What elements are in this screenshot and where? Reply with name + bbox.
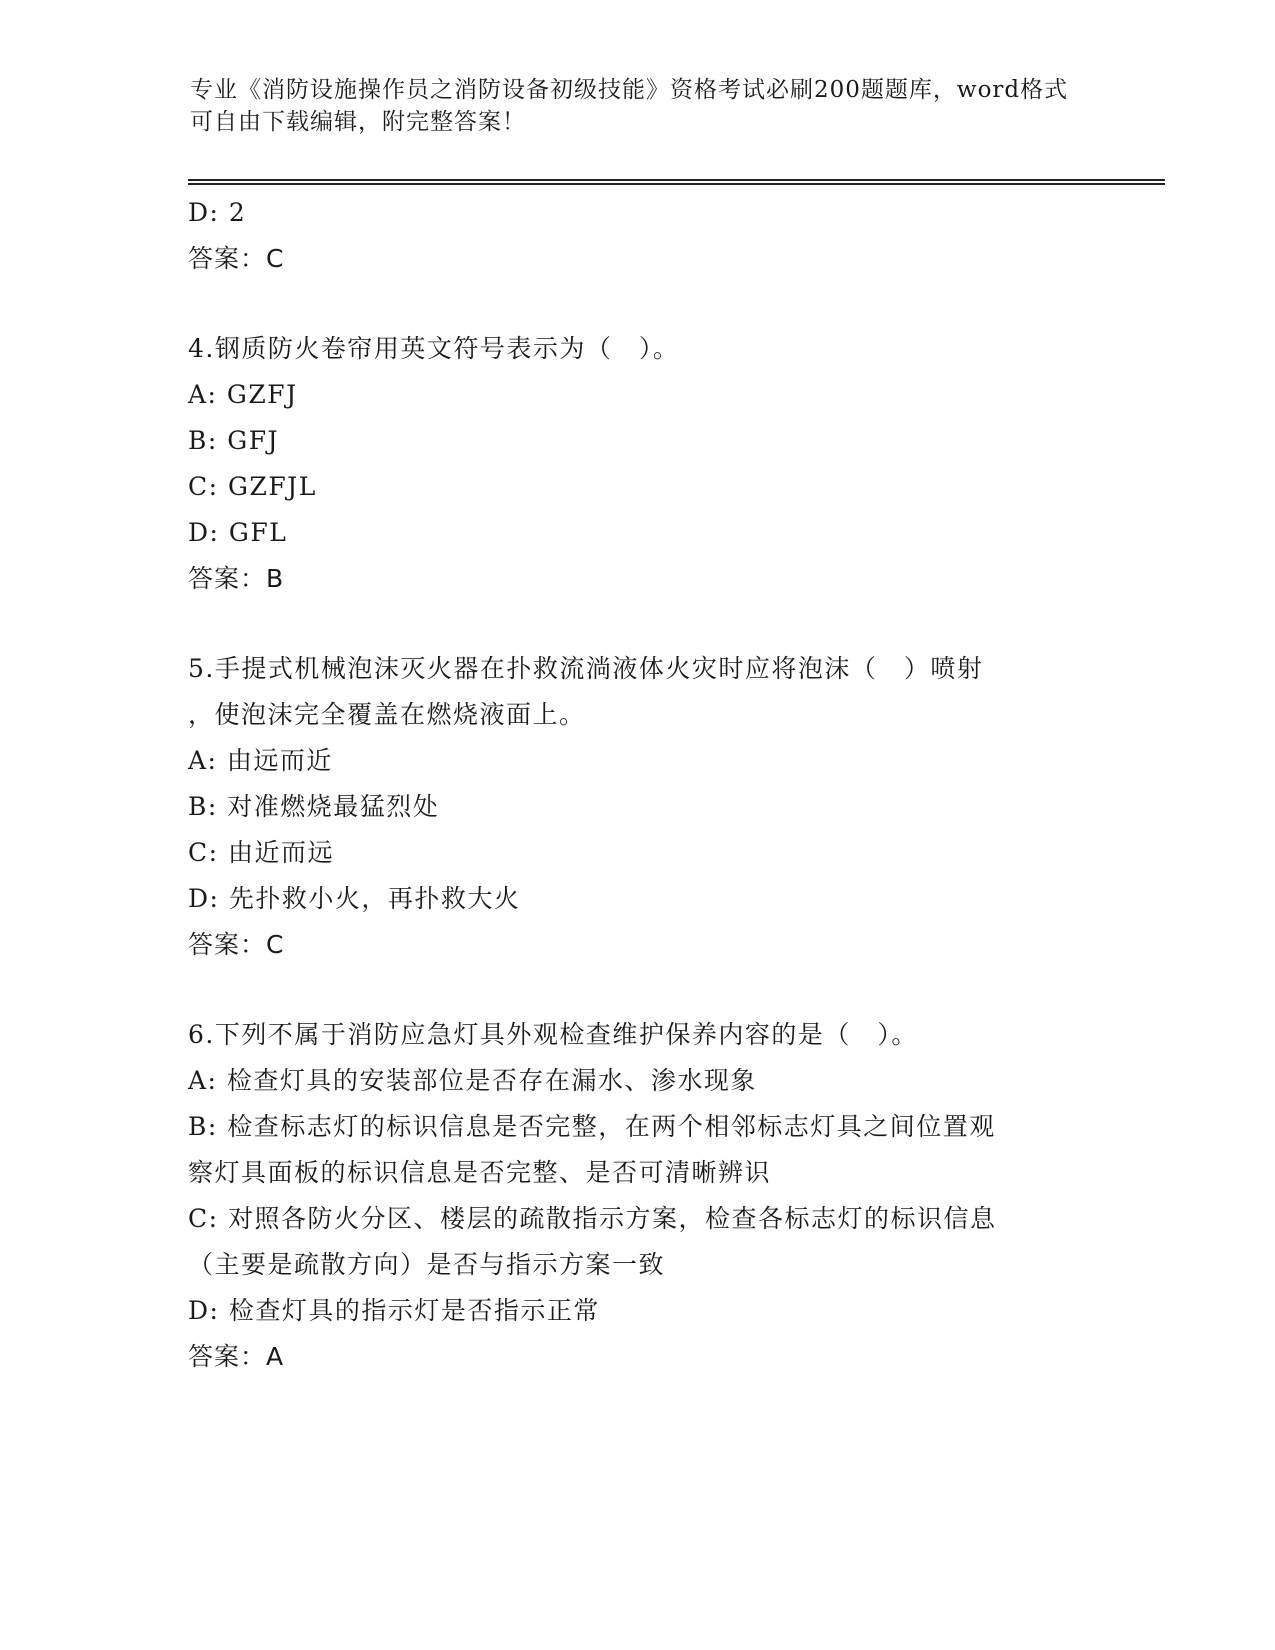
option-a: A: GZFJ [188, 380, 298, 409]
answer: 答案：A [188, 1342, 285, 1371]
answer: 答案：C [188, 244, 285, 273]
answer: 答案：C [188, 930, 285, 959]
header-divider [188, 179, 1165, 185]
option-d: D: 2 [188, 198, 247, 227]
document-body [188, 190, 1088, 1380]
page-header: 专业《消防设施操作员之消防设备初级技能》资格考试必刷200题题库，word格式可自由下载编辑，附完整答案！ [190, 77, 1069, 135]
option-c-line-1: C: 对照各防火分区、楼层的疏散指示方案，检查各标志灯的标识信息 [188, 1204, 997, 1233]
question-stem-line-1: 5.手提式机械泡沫灭火器在扑救流淌液体火灾时应将泡沫（ ）喷射 [188, 654, 984, 683]
question-6 [188, 1012, 1088, 1380]
option-d: D: 检查灯具的指示灯是否指示正常 [188, 1296, 600, 1325]
option-b-line-2: 察灯具面板的标识信息是否完整、是否可清晰辨识 [188, 1158, 772, 1187]
option-c-line-2: （主要是疏散方向）是否与指示方案一致 [188, 1250, 666, 1279]
option-c: C: GZFJL [188, 472, 317, 501]
option-a: A: 由远而近 [188, 746, 333, 775]
option-c: C: 由近而远 [188, 838, 334, 867]
question-stem: 6.下列不属于消防应急灯具外观检查维护保养内容的是（ ）。 [188, 1020, 918, 1049]
answer: 答案：B [188, 564, 285, 593]
option-d: D: 先扑救小火，再扑救大火 [188, 884, 521, 913]
previous-question-tail [188, 190, 1088, 282]
question-stem-line-2: ，使泡沫完全覆盖在燃烧液面上。 [188, 700, 586, 729]
question-5 [188, 646, 1088, 968]
option-a: A: 检查灯具的安装部位是否存在漏水、渗水现象 [188, 1066, 757, 1095]
option-b: B: GFJ [188, 426, 280, 455]
option-b: B: 对准燃烧最猛烈处 [188, 792, 440, 821]
option-b-line-1: B: 检查标志灯的标识信息是否完整，在两个相邻标志灯具之间位置观 [188, 1112, 996, 1141]
question-stem: 4.钢质防火卷帘用英文符号表示为（ ）。 [188, 334, 680, 363]
option-d: D: GFL [188, 518, 288, 547]
question-4 [188, 326, 1088, 602]
